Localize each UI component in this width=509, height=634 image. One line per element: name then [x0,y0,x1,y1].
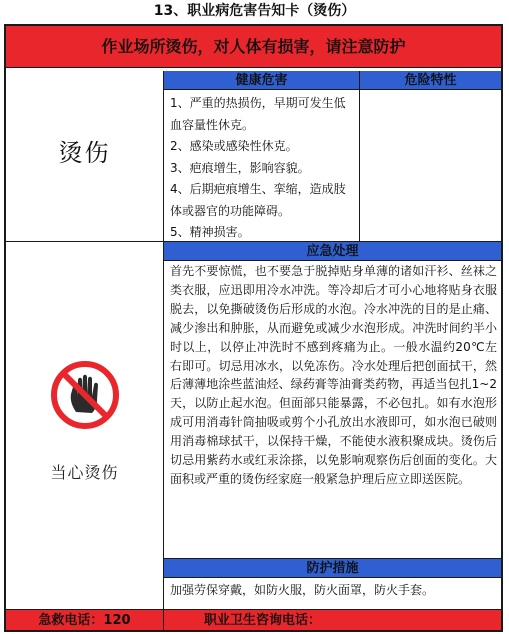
danger-property-header: 危险特性 [360,71,501,90]
warning-sign-cell [6,242,163,609]
emergency-header: 应急处理 [164,242,501,261]
caution-label: 当心烫伤 [50,463,119,482]
footer-bar [6,609,501,630]
no-hand-touch-icon [50,360,120,430]
emergency-text: 首先不要惊慌，也不要急于脱掉贴身单薄的诸如汗衫、丝袜之类衣服，应迅即用冷水冲洗。等冷却后才可小心地将贴身衣服脱去，以免撕破烫伤后形成的水泡。冷水冲洗的目的是止痛、减少渗出和肿胀，从而避免或减少水泡形成。冲洗时间约半小时以上，以停止冲洗时不感到疼痛为止。一般水温约20℃左右即可。切忌用冰水，以免冻伤。冷水处理后把创面拭干，然后薄薄地涂些蓝油烃、绿药膏等油膏类药物，再适当包扎1~2天，以防止起水泡。但面部只能暴露，不必包扎。如有水泡形成可用消毒针筒抽吸或剪个小孔放出水液即可，如水泡已破则用消毒棉球拭干，以保持干燥，不能使水液积聚成块。烫伤后切忌用紫药水或红汞涂搽，以免影响观察伤后创面的变化。大面积或严重的烫伤经家庭一般紧急护理后应立即送医院。 [164,261,501,559]
warning-banner: 作业场所烫伤，对人体有损害，请注意防护 [6,26,501,68]
hazard-notice-card [4,24,503,632]
health-hazard-list [164,90,360,242]
list-item: 5、精神损害。 [170,225,250,239]
list-item: 1、严重的热损伤，早期可发生低血容量性休克。 [170,96,346,132]
emergency-phone: 急救电话：120 [6,610,164,631]
health-hazard-header: 健康危害 [164,71,360,90]
page-title: 13、职业病危害告知卡（烫伤） [153,3,356,19]
list-item: 3、疤痕增生，影响容貌。 [170,160,310,175]
list-item: 4、后期疤痕增生、挛缩，造成肢体或器官的功能障碍。 [170,182,346,218]
protection-text: 加强劳保穿戴，如防火服，防火面罩，防火手套。 [170,583,435,597]
danger-property-cell [360,90,501,242]
protection-header: 防护措施 [164,559,501,578]
health-consult-phone: 职业卫生咨询电话： [204,613,322,628]
list-item: 2、感染或感染性休克。 [170,139,298,153]
hazard-name: 烫伤 [58,139,111,167]
right-column [164,71,501,609]
hazard-name-cell [6,71,163,242]
left-column [6,71,164,609]
